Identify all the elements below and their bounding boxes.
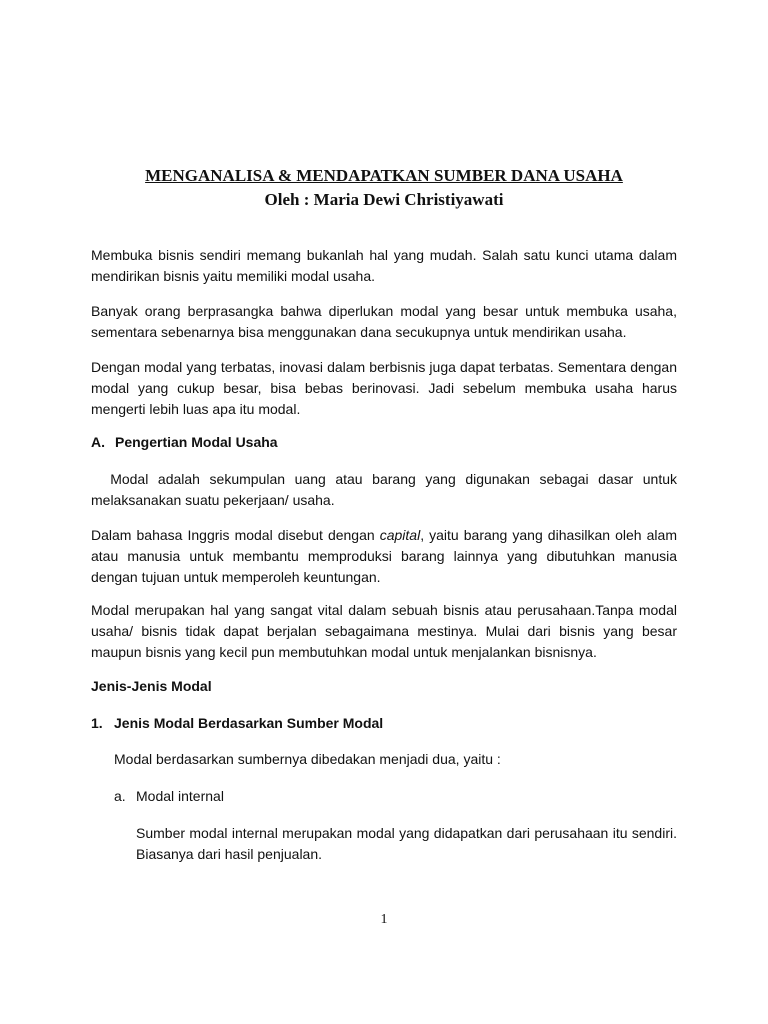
paragraph-sumber-modal: Modal berdasarkan sumbernya dibedakan menjadi dua, yaitu : (114, 751, 501, 767)
capital-term: capital (379, 527, 421, 543)
paragraph-modal-internal: Sumber modal internal merupakan modal yang didapatkan dari perusahaan itu sendiri. Biasanya dari hasil penjualan. (136, 825, 677, 862)
sub-item-a-title: Modal internal (136, 788, 224, 804)
sub-item-a (114, 786, 224, 807)
capital-text-after: , yaitu barang yang dihasilkan oleh alam atau manusia untuk membantu memproduksi barang lainnya yang dibutuhkan manusia dengan tujuan untuk memperoleh keuntungan. (91, 527, 677, 585)
section-a-title: Pengertian Modal Usaha (115, 434, 278, 450)
paragraph-capital (91, 525, 677, 588)
capital-text-before: Dalam bahasa Inggris modal disebut dengan (91, 527, 380, 543)
sub-item-a-marker: a. (114, 788, 126, 804)
paragraph-definisi-modal: Modal adalah sekumpulan uang atau barang yang digunakan sebagai dasar untuk melaksanakan suatu pekerjaan/ usaha. (91, 471, 681, 508)
item-1-marker: 1. (91, 715, 103, 731)
paragraph-modal-terbatas: Dengan modal yang terbatas, inovasi dalam berbisnis juga dapat terbatas. Sementara dengan modal yang cukup besar, bisa bebas berinovasi. Jadi sebelum membuka usaha harus mengerti lebih luas apa itu modal. (91, 359, 677, 417)
author-line: Oleh : Maria Dewi Christiyawati (264, 190, 504, 209)
item-1-title: Jenis Modal Berdasarkan Sumber Modal (114, 715, 384, 731)
section-a-marker: A. (91, 434, 105, 450)
document-title: MENGANALISA & MENDAPATKAN SUMBER DANA USAHA (145, 166, 623, 185)
paragraph-modal-besar: Banyak orang berprasangka bahwa diperlukan modal yang besar untuk membuka usaha, sementara sebenarnya bisa menggunakan dana secukupnya untuk mendirikan usaha. (91, 303, 677, 340)
jenis-modal-heading: Jenis-Jenis Modal (91, 678, 212, 694)
paragraph-modal-vital: Modal merupakan hal yang sangat vital dalam sebuah bisnis atau perusahaan.Tanpa modal usaha/ bisnis tidak dapat berjalan sebagaimana mestinya. Mulai dari bisnis yang besar maupun bisnis yang kecil pun membutuhkan modal untuk menjalankan bisnisnya. (91, 602, 677, 660)
paragraph-intro: Membuka bisnis sendiri memang bukanlah hal yang mudah. Salah satu kunci utama dalam mendirikan bisnis yaitu memiliki modal usaha. (91, 247, 677, 284)
section-a-heading (91, 432, 278, 453)
title-block (0, 164, 768, 212)
page-number: 1 (380, 912, 388, 927)
item-1-heading (91, 713, 383, 734)
